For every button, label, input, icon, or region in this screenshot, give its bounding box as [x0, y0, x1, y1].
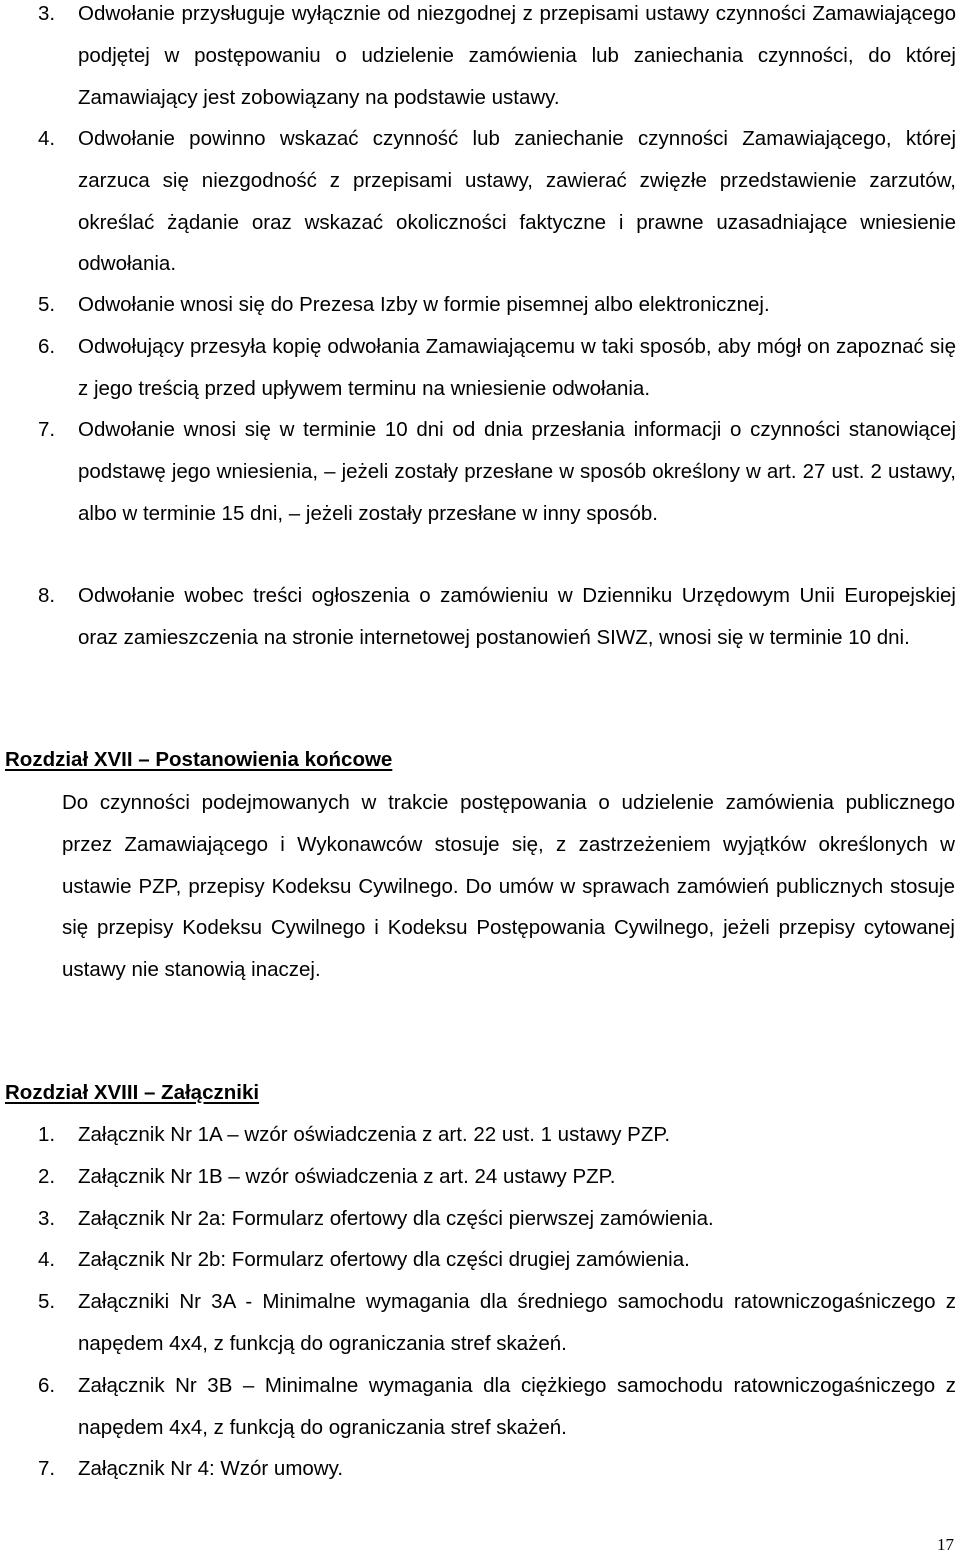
item-number: 4.	[38, 1248, 56, 1272]
list-item	[38, 409, 956, 534]
section-heading-18: Rozdział XVIII – Załączniki	[5, 1081, 260, 1104]
item-number: 2.	[38, 1164, 56, 1188]
list-item	[38, 0, 956, 118]
list-item	[38, 575, 956, 659]
list-item	[38, 1448, 956, 1490]
item-number: 3.	[38, 2, 56, 25]
item-text: Załącznik Nr 2a: Formularz ofertowy dla części pierwszej zamówienia.	[78, 1206, 714, 1230]
list-item	[38, 1198, 956, 1240]
list-item	[38, 1156, 956, 1198]
attachments-list	[38, 1114, 956, 1490]
item-number: 4.	[38, 127, 56, 150]
list-item	[38, 326, 956, 410]
list-item	[38, 284, 956, 326]
section-heading-17: Rozdział XVII – Postanowienia końcowe	[5, 748, 393, 771]
item-number: 1.	[38, 1123, 56, 1146]
list-item	[38, 1281, 956, 1365]
item-text: Załączniki Nr 3A - Minimalne wymagania dla średniego samochodu ratowniczogaśniczego z napędem 4x4, z funkcją do ograniczania stref skażeń.	[78, 1290, 956, 1355]
list-item	[38, 1365, 956, 1449]
item-number: 7.	[38, 418, 56, 441]
item-text: Załącznik Nr 4: Wzór umowy.	[78, 1457, 344, 1481]
item-number: 7.	[38, 1457, 56, 1481]
list-item	[38, 1239, 956, 1281]
item-number: 5.	[38, 293, 56, 316]
item-text: Załącznik Nr 1B – wzór oświadczenia z art. 24 ustawy PZP.	[78, 1164, 616, 1188]
item-text: Odwołanie wnosi się w terminie 10 dni od dnia przesłania informacji o czynności stanowiącej podstawę jego wniesienia, – jeżeli zostały przesłane w sposób określony w art. 27 ust. 2 ustawy, albo w terminie 15 dni, – jeżeli zostały przesłane w inny sposób.	[78, 418, 956, 525]
item-number: 5.	[38, 1290, 56, 1314]
item-number: 6.	[38, 1373, 56, 1397]
item-number: 6.	[38, 335, 56, 358]
page-number: 17	[937, 1535, 954, 1554]
item-number: 3.	[38, 1206, 56, 1230]
item-text: Odwołanie przysługuje wyłącznie od niezgodnej z przepisami ustawy czynności Zamawiającego podjętej w postępowaniu o udzielenie zamówienia lub zaniechania czynności, do której Zamawiający jest zobowiązany na podstawie ustawy.	[78, 2, 956, 109]
item-number: 8.	[38, 584, 56, 607]
list-item	[38, 118, 956, 285]
section-paragraph: Do czynności podejmowanych w trakcie postępowania o udzielenie zamówienia publicznego przez Zamawiającego i Wykonawców stosuje się, z zastrzeżeniem wyjątków określonych w ustawie PZP, przepisy Kodeksu Cywilnego. Do umów w sprawach zamówień publicznych stosuje się przepisy Kodeksu Cywilnego i Kodeksu Postępowania Cywilnego, jeżeli przepisy cytowanej ustawy nie stanowią inaczej.	[62, 791, 955, 982]
item-text: Odwołanie wobec treści ogłoszenia o zamówieniu w Dzienniku Urzędowym Unii Europejskiej oraz zamieszczenia na stronie internetowej postanowień SIWZ, wnosi się w terminie 10 dni.	[78, 584, 956, 649]
item-text: Załącznik Nr 2b: Formularz ofertowy dla części drugiej zamówienia.	[78, 1248, 690, 1272]
item-text: Załącznik Nr 3B – Minimalne wymagania dla ciężkiego samochodu ratowniczogaśniczego z napędem 4x4, z funkcją do ograniczania stref skażeń.	[78, 1373, 956, 1439]
item-text: Załącznik Nr 1A – wzór oświadczenia z art. 22 ust. 1 ustawy PZP.	[78, 1123, 671, 1146]
item-text: Odwołanie wnosi się do Prezesa Izby w formie pisemnej albo elektronicznej.	[78, 293, 770, 316]
item-text: Odwołanie powinno wskazać czynność lub zaniechanie czynności Zamawiającego, której zarzuca się niezgodność z przepisami ustawy, zawierać zwięzłe przedstawienie zarzutów, określać żądanie oraz wskazać okoliczności faktyczne i prawne uzasadniające wniesienie odwołania.	[78, 127, 956, 276]
list-item	[38, 1114, 956, 1156]
item-text: Odwołujący przesyła kopię odwołania Zamawiającemu w taki sposób, aby mógł on zapoznać się z jego treścią przed upływem terminu na wniesienie odwołania.	[78, 335, 956, 400]
